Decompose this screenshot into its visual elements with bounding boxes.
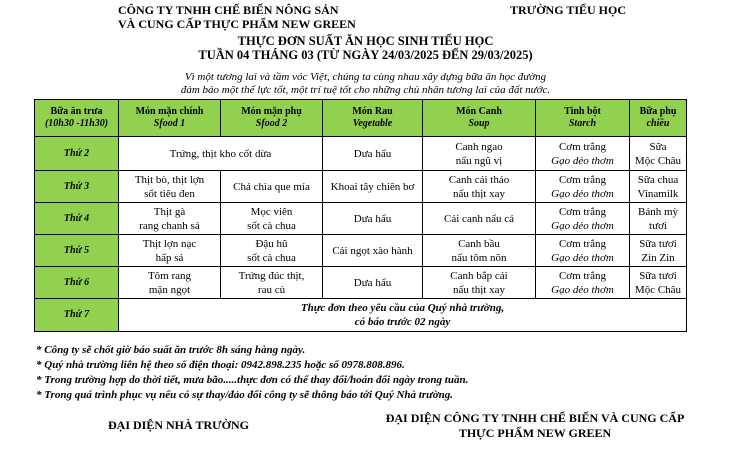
main-dish-cell: Thịt bò, thịt lợn sốt tiêu đen bbox=[119, 171, 221, 203]
day-cell: Thứ 7 bbox=[35, 299, 119, 332]
starch-cell: Cơm trắng Gạo dẻo thơm bbox=[536, 171, 630, 203]
column-header: Bữa ăn trưa (10h30 -11h30) bbox=[35, 100, 119, 137]
side-dish-cell: Đậu hũ sốt cà chua bbox=[221, 235, 323, 267]
main-dish-cell: Trứng, thịt kho cốt dừa bbox=[119, 137, 323, 171]
table-row bbox=[35, 137, 687, 171]
custom-menu-note: Thực đơn theo yêu cầu của Quý nhà trường, có báo trước 02 ngày bbox=[119, 299, 687, 332]
notes bbox=[36, 343, 468, 403]
snack-cell: Sữa tươi Mộc Châu bbox=[630, 267, 687, 299]
slogan bbox=[0, 71, 731, 97]
vegetable-cell: Cải ngọt xào hành bbox=[323, 235, 423, 267]
table-row bbox=[35, 267, 687, 299]
school-representative: ĐẠI DIỆN NHÀ TRƯỜNG bbox=[108, 418, 250, 432]
starch-cell: Cơm trắng Gạo dẻo thơm bbox=[536, 137, 630, 171]
main-dish-cell: Thịt gà rang chanh sả bbox=[119, 203, 221, 235]
company-name bbox=[118, 3, 356, 31]
company-rep-line1: ĐẠI DIỆN CÔNG TY TNHH CHẾ BIẾN VÀ CUNG CẤP bbox=[385, 411, 685, 425]
company-representative bbox=[340, 411, 730, 441]
vegetable-cell: Dưa hấu bbox=[323, 137, 423, 171]
slogan-line2: đảm bảo một thể lực tốt, một trí tuệ tốt cho những chủ nhân tương lai của đất nước. bbox=[180, 84, 551, 96]
vegetable-cell: Khoai tây chiên bơ bbox=[323, 171, 423, 203]
vegetable-cell: Dưa hấu bbox=[323, 267, 423, 299]
soup-cell: Canh cải thảo nấu thịt xay bbox=[423, 171, 536, 203]
snack-cell: Sữa Mộc Châu bbox=[630, 137, 687, 171]
day-cell: Thứ 3 bbox=[35, 171, 119, 203]
soup-cell: Canh bầu nấu tôm nõn bbox=[423, 235, 536, 267]
day-cell: Thứ 6 bbox=[35, 267, 119, 299]
side-dish-cell: Trứng đúc thịt, rau củ bbox=[221, 267, 323, 299]
menu-title-line1: THỰC ĐƠN SUẤT ĂN HỌC SINH TIỂU HỌC bbox=[237, 34, 494, 48]
table-row bbox=[35, 299, 687, 332]
main-dish-cell: Thịt lợn nạc hấp sả bbox=[119, 235, 221, 267]
soup-cell: Canh bắp cải nấu thịt xay bbox=[423, 267, 536, 299]
day-cell: Thứ 4 bbox=[35, 203, 119, 235]
school-name: TRƯỜNG TIỂU HỌC bbox=[510, 3, 627, 17]
column-header: Món Canh Soup bbox=[423, 100, 536, 137]
note-line: * Quý nhà trường liên hệ theo số điện thoại: 0942.898.235 hoặc số 0978.808.896. bbox=[36, 359, 405, 371]
table-row bbox=[35, 171, 687, 203]
table-header-row bbox=[35, 100, 687, 137]
column-header: Món mặn chính Sfood 1 bbox=[119, 100, 221, 137]
snack-cell: Sữa chua Vinamilk bbox=[630, 171, 687, 203]
table-row bbox=[35, 203, 687, 235]
soup-cell: Canh ngao nấu ngũ vị bbox=[423, 137, 536, 171]
menu-title-line2: TUẦN 04 THÁNG 03 (TỪ NGÀY 24/03/2025 ĐẾN 29/03/2025) bbox=[198, 48, 533, 62]
starch-cell: Cơm trắng Gạo dẻo thơm bbox=[536, 267, 630, 299]
menu-title bbox=[0, 34, 731, 62]
main-dish-cell: Tôm rang mặn ngọt bbox=[119, 267, 221, 299]
column-header: Món Rau Vegetable bbox=[323, 100, 423, 137]
soup-cell: Cải canh nấu cá bbox=[423, 203, 536, 235]
side-dish-cell: Chả chìa que mía bbox=[221, 171, 323, 203]
vegetable-cell: Dưa hấu bbox=[323, 203, 423, 235]
company-name-line1: CÔNG TY TNHH CHẾ BIẾN NÔNG SẢN bbox=[118, 3, 339, 17]
starch-cell: Cơm trắng Gạo dẻo thơm bbox=[536, 235, 630, 267]
column-header: Món mặn phụ Sfood 2 bbox=[221, 100, 323, 137]
note-line: * Trong trường hợp do thời tiết, mưa bão.....thực đơn có thể thay đổi/hoán đổi ngày trong tuần. bbox=[36, 374, 469, 386]
note-line: * Công ty sẽ chốt giờ báo suất ăn trước 8h sáng hàng ngày. bbox=[36, 344, 306, 356]
table-row bbox=[35, 235, 687, 267]
snack-cell: Bánh mỳ tươi bbox=[630, 203, 687, 235]
slogan-line1: Vì một tương lai và tầm vóc Việt, chúng ta cùng nhau xây dựng bữa ăn học đường bbox=[184, 71, 547, 83]
column-header: Bữa phụ chiều bbox=[630, 100, 687, 137]
company-name-line2: VÀ CUNG CẤP THỰC PHẨM NEW GREEN bbox=[118, 17, 356, 31]
company-rep-line2: THỰC PHẨM NEW GREEN bbox=[458, 426, 612, 440]
day-cell: Thứ 2 bbox=[35, 137, 119, 171]
note-line: * Trong quá trình phục vụ nếu có sự thay/đảo đổi công ty sẽ thông báo tới Quý Nhà trường. bbox=[36, 389, 453, 401]
snack-cell: Sữa tươi Zin Zin bbox=[630, 235, 687, 267]
starch-cell: Cơm trắng Gạo dẻo thơm bbox=[536, 203, 630, 235]
day-cell: Thứ 5 bbox=[35, 235, 119, 267]
menu-table bbox=[34, 99, 687, 332]
column-header: Tinh bột Starch bbox=[536, 100, 630, 137]
side-dish-cell: Mọc viên sốt cà chua bbox=[221, 203, 323, 235]
